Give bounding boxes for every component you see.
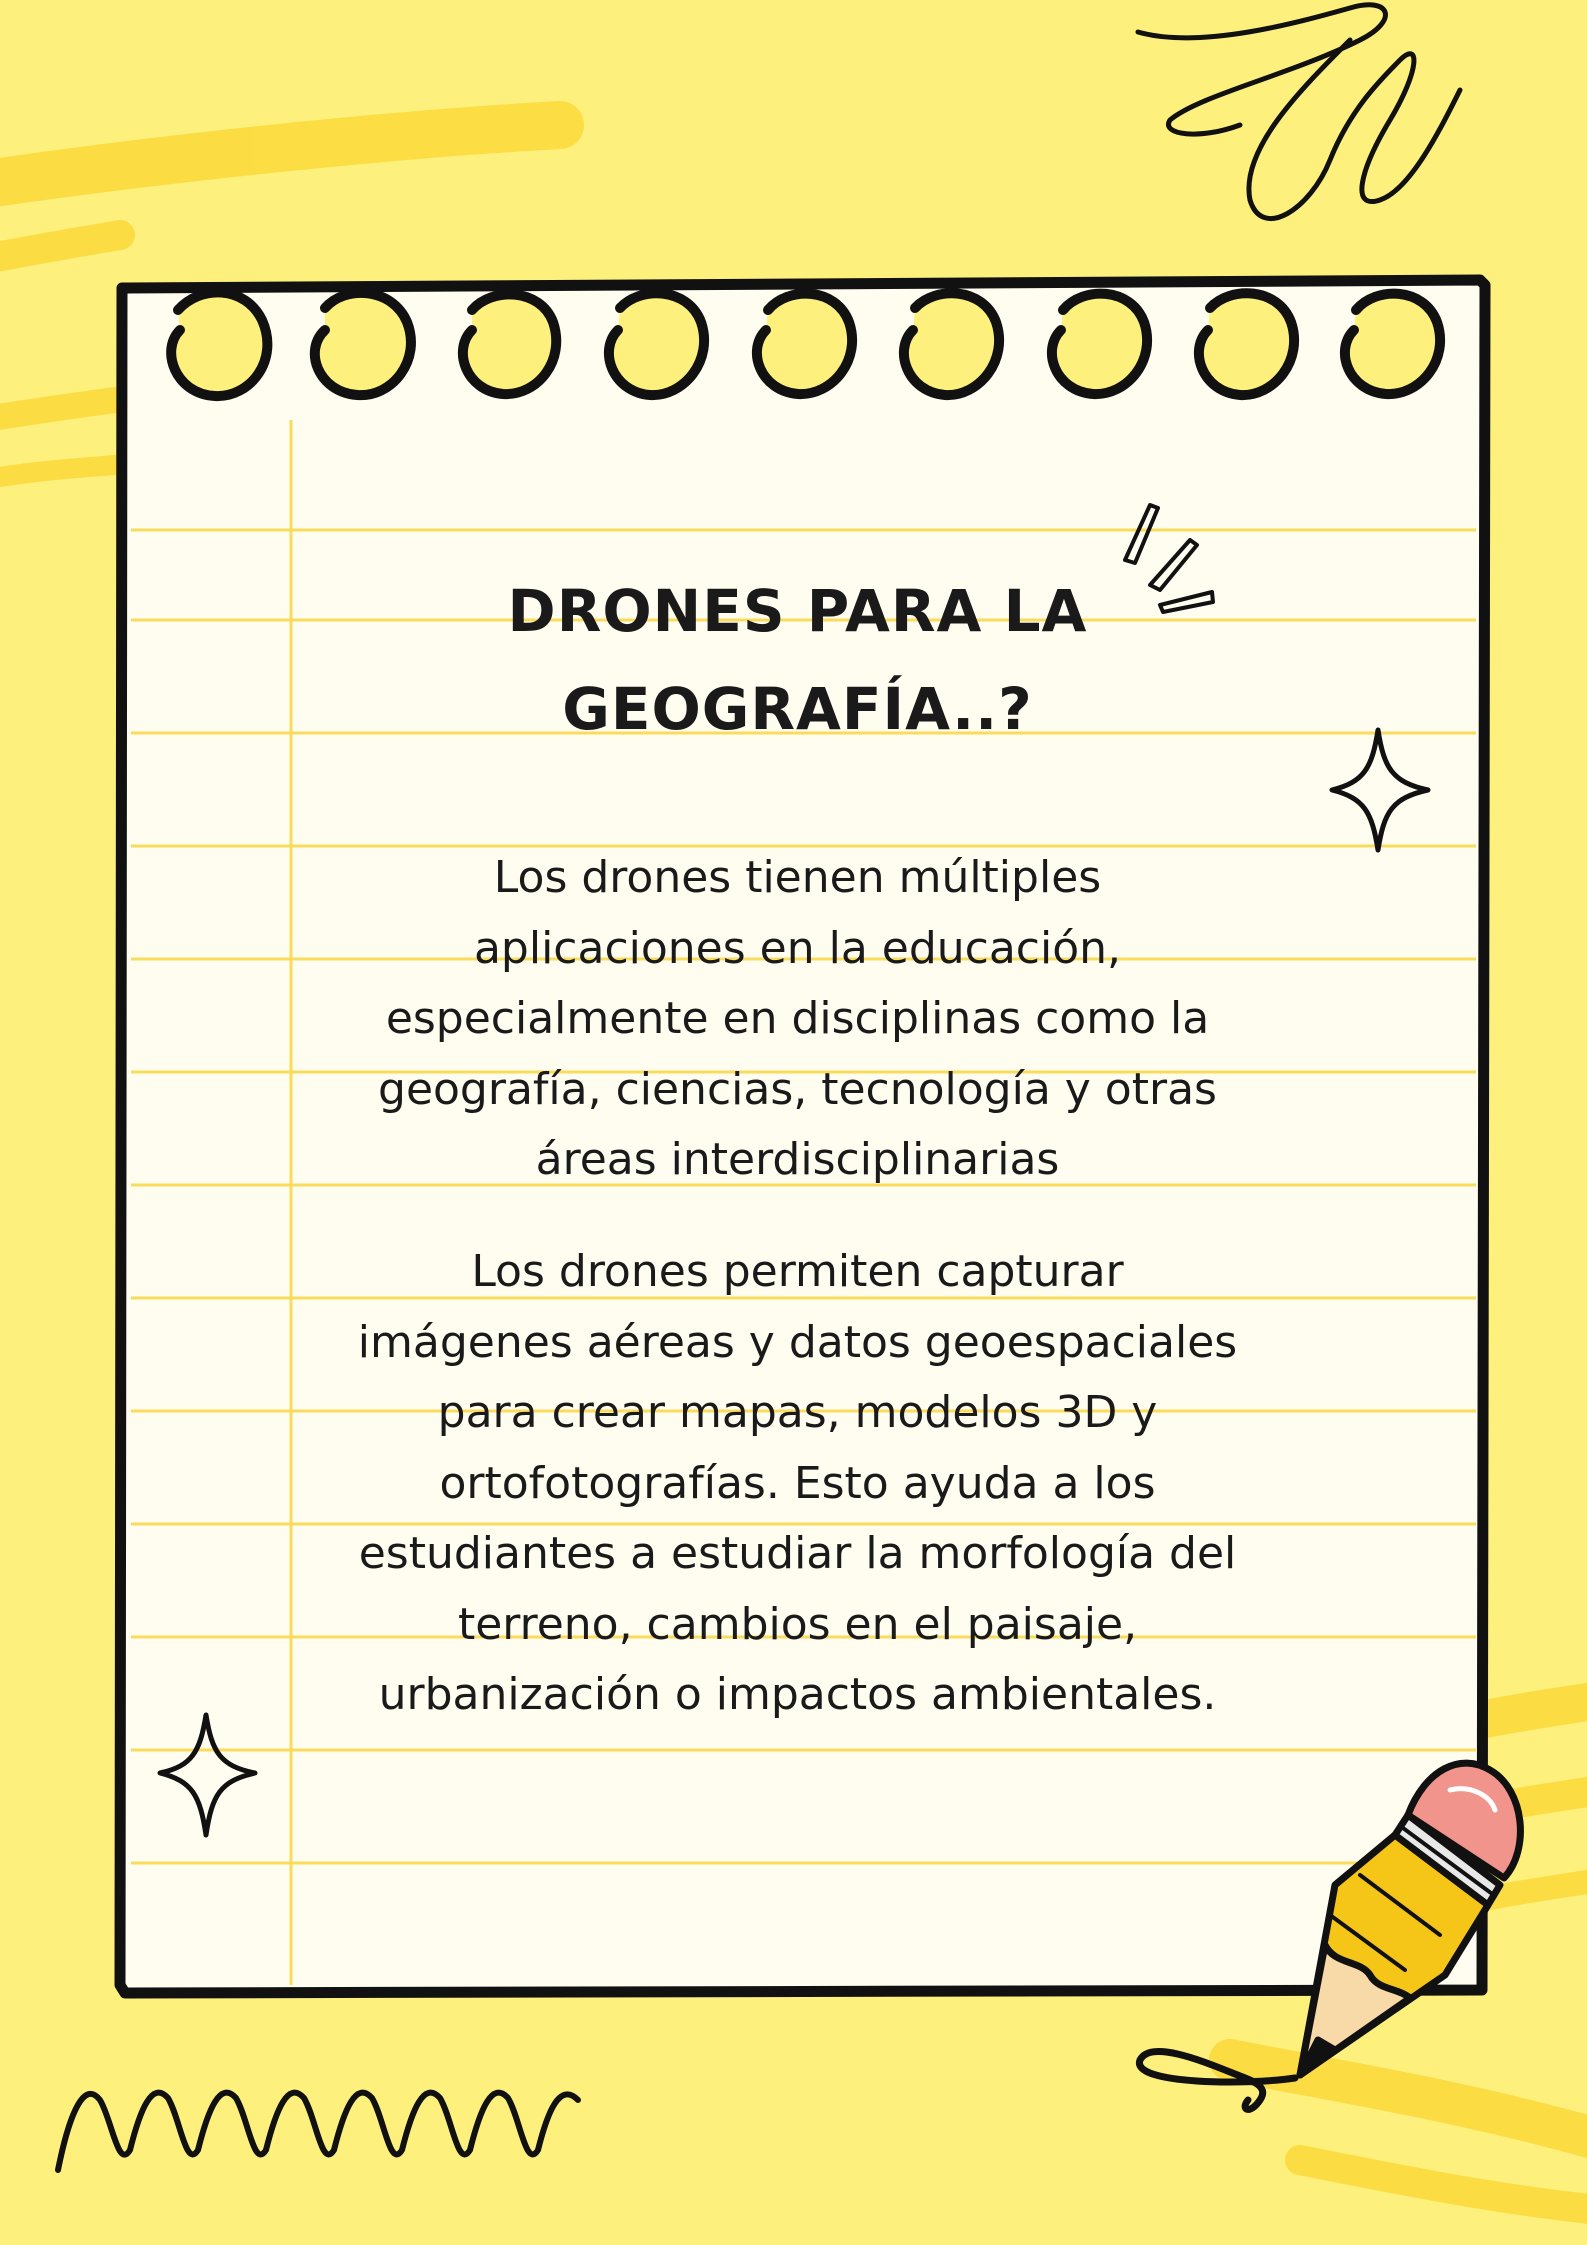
paragraph-1 <box>260 843 1335 1196</box>
paragraph-line: terreno, cambios en el paisaje, <box>457 1598 1138 1650</box>
title-line: GEOGRAFÍA..? <box>562 675 1033 743</box>
spiral-rings <box>171 292 1440 396</box>
paragraph-line: urbanización o impactos ambientales. <box>378 1669 1217 1720</box>
paragraph-line: especialmente en disciplinas como la <box>385 993 1210 1044</box>
paragraph-line: geografía, ciencias, tecnología y otras <box>378 1063 1217 1115</box>
paragraph-line: aplicaciones en la educación, <box>473 922 1122 974</box>
zigzag-icon <box>58 2093 578 2170</box>
paragraph-line: para crear mapas, modelos 3D y <box>437 1387 1158 1438</box>
scribble-icon <box>1138 5 1460 219</box>
title-line: DRONES PARA LA <box>507 577 1088 645</box>
paragraph-line: áreas interdisciplinarias <box>535 1134 1060 1185</box>
paragraph-line: ortofotografías. Esto ayuda a los <box>439 1457 1156 1509</box>
paragraph-line: Los drones permiten capturar <box>471 1246 1124 1297</box>
paragraph-line: imágenes aéreas y datos geoespaciales <box>357 1316 1238 1368</box>
paragraph-2 <box>260 1237 1335 1731</box>
paragraph-line: Los drones tienen múltiples <box>493 852 1102 903</box>
page-title <box>260 562 1335 758</box>
paragraph-line: estudiantes a estudiar la morfología del <box>358 1528 1237 1579</box>
